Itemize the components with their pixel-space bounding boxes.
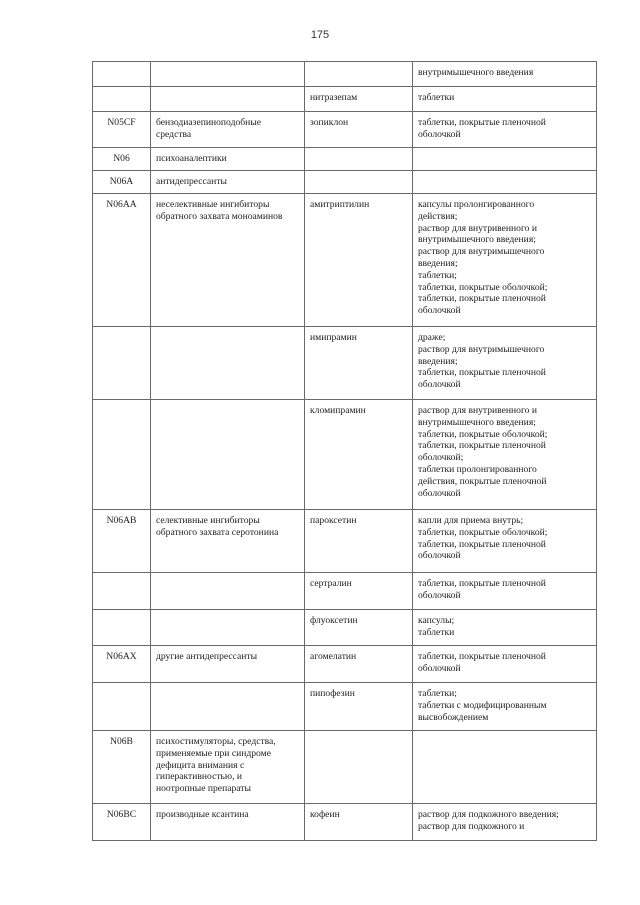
dosage-form-line: раствор для подкожного введения; [418, 809, 559, 820]
dosage-forms-cell [413, 400, 597, 510]
group-text-line: психостимуляторы, средства, [156, 736, 276, 747]
table-row [93, 646, 597, 683]
dosage-form-line: оболочкой [418, 589, 461, 601]
pharmacological-group-cell [151, 400, 305, 510]
dosage-form-line: раствор для подкожного и [418, 820, 525, 832]
table-row [93, 171, 597, 194]
substance-cell: флуоксетин [305, 610, 413, 646]
group-text-line: антидепрессанты [156, 176, 227, 187]
atc-code-cell [93, 400, 151, 510]
dosage-form-line: таблетки, покрытые оболочкой; [418, 428, 548, 440]
dosage-form-line: оболочкой; [418, 452, 464, 464]
page-number: 175 [310, 29, 330, 41]
pharmacological-group-cell [151, 148, 305, 171]
dosage-form-line: таблетки [418, 626, 455, 638]
dosage-form-line: таблетки с модифицированным [418, 699, 547, 711]
group-text-line: селективные ингибиторы [156, 515, 260, 526]
atc-code-cell: N06AB [93, 510, 151, 573]
dosage-form-line: оболочкой [418, 379, 461, 391]
dosage-form-line: таблетки, покрытые пленочной [418, 538, 546, 550]
pharmacological-group-cell [151, 731, 305, 804]
table-row [93, 327, 597, 400]
dosage-form-line: капли для приема внутрь; [418, 515, 524, 526]
table-row [93, 804, 597, 841]
substance-cell: имипрамин [305, 327, 413, 400]
dosage-form-line: драже; [418, 332, 446, 343]
substance-cell: пароксетин [305, 510, 413, 573]
dosage-form-line: оболочкой [418, 662, 461, 674]
dosage-form-line: таблетки, покрытые пленочной [418, 440, 546, 452]
group-text-line: психоаналептики [156, 153, 227, 164]
dosage-forms-cell [413, 62, 597, 87]
atc-code-cell: N06A [93, 171, 151, 194]
substance-cell: пипофезин [305, 683, 413, 731]
dosage-forms-cell [413, 112, 597, 148]
pharmacological-group-cell [151, 87, 305, 112]
group-text-line: обратного захвата серотонина [156, 526, 279, 538]
dosage-form-line: таблетки, покрытые пленочной [418, 117, 546, 128]
pharmacological-group-cell [151, 683, 305, 731]
substance-cell: агомелатин [305, 646, 413, 683]
group-text-line: бензодиазепиноподобные [156, 117, 261, 128]
group-text-line: неселективные ингибиторы [156, 199, 270, 210]
dosage-form-line: внутримышечного введения [418, 67, 534, 78]
pharmacological-group-cell [151, 327, 305, 400]
dosage-form-line: высвобождением [418, 711, 489, 723]
dosage-forms-cell [413, 610, 597, 646]
substance-cell [305, 148, 413, 171]
dosage-forms-cell [413, 683, 597, 731]
dosage-form-line: внутримышечного введения; [418, 416, 536, 428]
dosage-forms-cell [413, 573, 597, 610]
dosage-forms-cell [413, 646, 597, 683]
group-text-line: средства [156, 128, 192, 140]
dosage-forms-cell [413, 510, 597, 573]
atc-code-cell: N06 [93, 148, 151, 171]
dosage-form-line: таблетки, покрытые оболочкой; [418, 526, 548, 538]
drug-table-body [93, 62, 597, 841]
table-row [93, 112, 597, 148]
dosage-form-line: действия, покрытые пленочной [418, 475, 547, 487]
atc-code-cell [93, 62, 151, 87]
dosage-forms-cell [413, 194, 597, 327]
table-row [93, 62, 597, 87]
dosage-form-line: таблетки пролонгированного [418, 463, 537, 475]
dosage-form-line: раствор для внутривенного и [418, 222, 537, 234]
atc-code-cell [93, 327, 151, 400]
dosage-form-line: таблетки, покрытые пленочной [418, 578, 546, 589]
dosage-forms-cell [413, 87, 597, 112]
dosage-form-line: таблетки, покрытые пленочной [418, 367, 546, 379]
dosage-form-line: оболочкой [418, 305, 461, 317]
pharmacological-group-cell [151, 573, 305, 610]
table-row [93, 194, 597, 327]
dosage-form-line: введения; [418, 257, 458, 269]
pharmacological-group-cell [151, 62, 305, 87]
table-row [93, 731, 597, 804]
table-row [93, 148, 597, 171]
substance-cell: сертралин [305, 573, 413, 610]
substance-cell: амитриптилин [305, 194, 413, 327]
dosage-form-line: действия; [418, 210, 458, 222]
dosage-form-line: таблетки; [418, 688, 457, 699]
group-text-line: дефицита внимания с [156, 759, 245, 771]
group-text-line: другие антидепрессанты [156, 651, 258, 662]
dosage-form-line: таблетки, покрытые пленочной [418, 293, 546, 305]
pharmacological-group-cell [151, 194, 305, 327]
dosage-form-line: внутримышечного введения; [418, 234, 536, 246]
dosage-form-line: капсулы; [418, 615, 455, 626]
dosage-form-line: оболочкой [418, 487, 461, 499]
dosage-forms-cell [413, 804, 597, 841]
atc-code-cell [93, 87, 151, 112]
atc-code-cell [93, 683, 151, 731]
substance-cell: нитразепам [305, 87, 413, 112]
dosage-form-line: таблетки, покрытые оболочкой; [418, 281, 548, 293]
substance-cell: кофеин [305, 804, 413, 841]
group-text-line: обратного захвата моноаминов [156, 210, 283, 222]
dosage-forms-cell [413, 148, 597, 171]
substance-cell [305, 62, 413, 87]
dosage-form-line: оболочкой [418, 128, 461, 140]
atc-code-cell: N06B [93, 731, 151, 804]
atc-code-cell: N06AX [93, 646, 151, 683]
dosage-form-line: таблетки [418, 92, 455, 103]
dosage-form-line: введения; [418, 355, 458, 367]
table-row [93, 683, 597, 731]
dosage-form-line: раствор для внутривенного и [418, 405, 537, 416]
dosage-form-line: таблетки, покрытые пленочной [418, 651, 546, 662]
substance-cell: зопиклон [305, 112, 413, 148]
group-text-line: гиперактивностью, и [156, 771, 243, 783]
group-text-line: ноотропные препараты [156, 783, 251, 795]
atc-code-cell [93, 573, 151, 610]
table-row [93, 510, 597, 573]
dosage-form-line: капсулы пролонгированного [418, 199, 535, 210]
group-text-line: производные ксантина [156, 809, 249, 820]
table-row [93, 400, 597, 510]
pharmacological-group-cell [151, 510, 305, 573]
drug-table [92, 61, 597, 841]
atc-code-cell: N06BC [93, 804, 151, 841]
dosage-forms-cell [413, 327, 597, 400]
atc-code-cell: N06AA [93, 194, 151, 327]
substance-cell [305, 171, 413, 194]
dosage-form-line: раствор для внутримышечного [418, 343, 545, 355]
dosage-form-line: таблетки; [418, 269, 457, 281]
dosage-form-line: оболочкой [418, 550, 461, 562]
dosage-forms-cell [413, 731, 597, 804]
substance-cell [305, 731, 413, 804]
pharmacological-group-cell [151, 171, 305, 194]
atc-code-cell: N05CF [93, 112, 151, 148]
group-text-line: применяемые при синдроме [156, 747, 271, 759]
table-row [93, 87, 597, 112]
pharmacological-group-cell [151, 112, 305, 148]
substance-cell: кломипрамин [305, 400, 413, 510]
pharmacological-group-cell [151, 804, 305, 841]
table-row [93, 573, 597, 610]
dosage-forms-cell [413, 171, 597, 194]
table-row [93, 610, 597, 646]
dosage-form-line: раствор для внутримышечного [418, 246, 545, 258]
pharmacological-group-cell [151, 646, 305, 683]
pharmacological-group-cell [151, 610, 305, 646]
atc-code-cell [93, 610, 151, 646]
